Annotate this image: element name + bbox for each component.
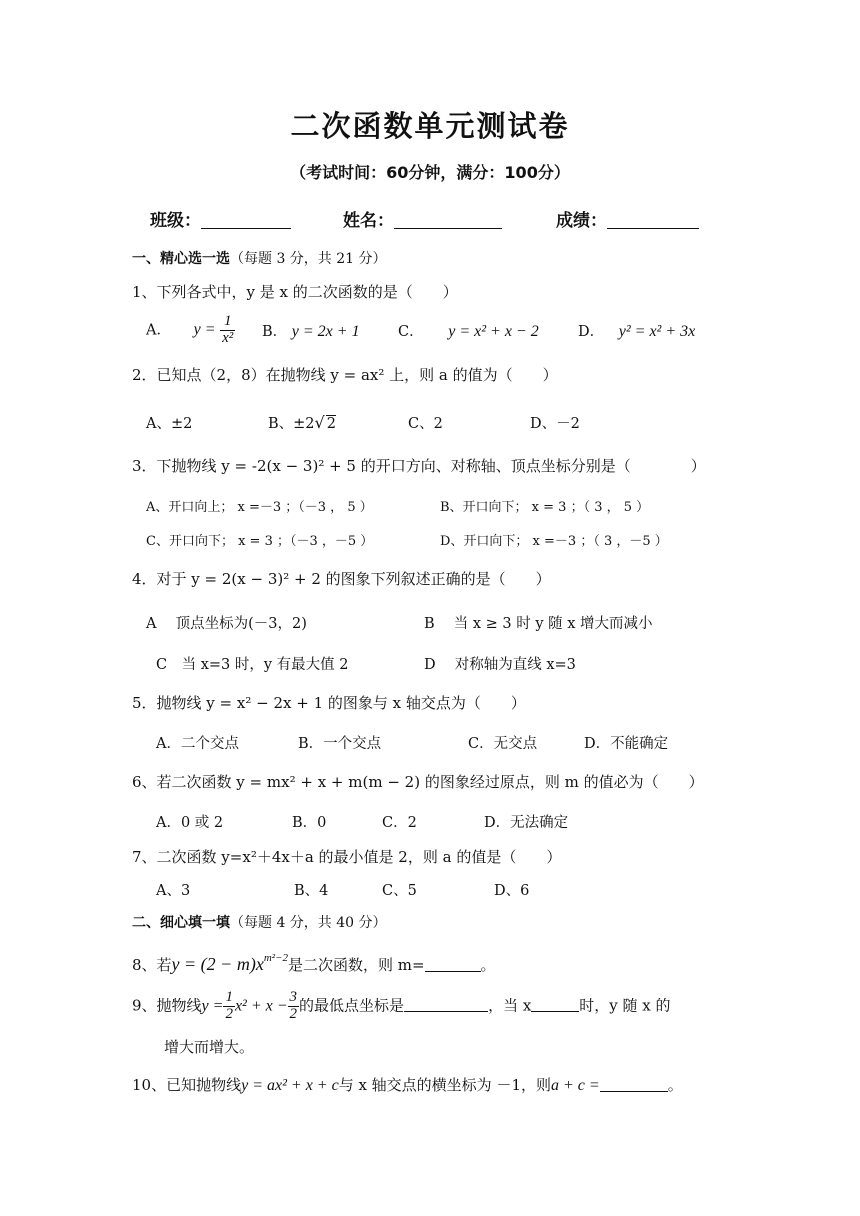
q10-expr-2: a + c = <box>551 1077 600 1094</box>
q10-end: 。 <box>667 1076 683 1094</box>
q1-a-num: 1 <box>220 314 235 331</box>
q6-option-d: D．无法确定 <box>484 815 569 831</box>
section2-note: （每题 4 分，共 40 分） <box>230 915 387 931</box>
q1-c-expr: y = x² + x − 2 <box>448 323 539 340</box>
q1-d-expr: y² = x² + 3x <box>618 323 696 340</box>
q1-b-label: B． <box>262 324 288 340</box>
q9-expr-y: y = <box>201 997 224 1015</box>
section1-title: 一、精心选一选 <box>132 251 230 267</box>
q1-a-fraction <box>220 314 235 347</box>
q2-option-a: A、±2 <box>146 416 193 432</box>
question-9 <box>132 990 671 1023</box>
q4-option-a: A 顶点坐标为(－3，2) <box>146 616 307 632</box>
q2-b-text: B、±2 <box>268 416 315 432</box>
section2-title: 二、细心填一填 <box>132 915 230 931</box>
q10-prefix: 10、已知抛物线 <box>132 1076 242 1094</box>
q8-exponent: m²−2 <box>263 952 288 964</box>
q8-text: 是二次函数，则 m= <box>287 956 425 974</box>
question-5: 5．抛物线 y = x² − 2x + 1 的图象与 x 轴交点为（ ） <box>132 694 526 712</box>
q8-expr: y = (2 − m)x <box>171 954 264 974</box>
q5-option-d: D．不能确定 <box>584 736 669 752</box>
q10-expr: y = ax² + x + c <box>241 1077 339 1094</box>
q4-option-c: C 当 x=3 时，y 有最大值 2 <box>156 657 349 673</box>
name-field <box>343 206 502 231</box>
q1-b-expr: y = 2x + 1 <box>291 323 360 340</box>
question-8 <box>132 952 496 975</box>
q9-f2-den: 2 <box>289 1005 298 1022</box>
name-blank[interactable] <box>394 210 502 229</box>
q6-option-b: B．0 <box>292 815 327 831</box>
page-title: 二次函数单元测试卷 <box>290 109 570 143</box>
class-field <box>150 206 291 231</box>
q2-option-d: D、－2 <box>530 416 580 432</box>
q9-f1-num: 1 <box>225 989 233 1005</box>
q5-option-b: B．一个交点 <box>298 736 382 752</box>
class-label: 班级： <box>150 211 201 231</box>
q9-text-3: 时，y 随 x 的 <box>579 996 671 1015</box>
question-7: 7、二次函数 y=x²＋4x＋a 的最小值是 2，则 a 的值是（ ） <box>132 848 562 866</box>
question-4: 4．对于 y = 2(x − 3)² + 2 的图象下列叙述正确的是（ ） <box>132 570 551 588</box>
score-label: 成绩： <box>556 211 607 231</box>
q10-text: 与 x 轴交点的横坐标为 －1，则 <box>338 1076 551 1094</box>
question-10 <box>132 1074 683 1095</box>
q3-option-c: C、开口向下； x = 3 ；（－3 ，－5 ） <box>146 534 374 549</box>
q3-option-d: D、开口向下； x =－3 ；（ 3 ，－5 ） <box>440 534 668 549</box>
q1-option-d <box>578 320 695 341</box>
q7-option-b: B、4 <box>294 883 329 899</box>
q1-option-a <box>146 314 235 347</box>
section1-note: （每题 3 分，共 21 分） <box>230 251 387 267</box>
q1-a-expr: y = <box>193 321 216 339</box>
q4-option-d: D 对称轴为直线 x=3 <box>424 657 576 673</box>
section2-heading <box>132 912 387 932</box>
q9-prefix: 9、抛物线 <box>132 996 202 1015</box>
q5-option-c: C．无交点 <box>468 736 538 752</box>
section1-heading <box>132 248 387 268</box>
q1-d-label: D． <box>578 324 605 340</box>
q1-a-den: x² <box>222 329 234 346</box>
q7-option-c: C、5 <box>382 883 417 899</box>
q6-option-c: C．2 <box>382 815 417 831</box>
q7-option-a: A、3 <box>156 883 191 899</box>
q1-c-label: C． <box>398 324 424 340</box>
q9-text-2: ，当 x <box>488 996 532 1015</box>
question-1: 1、下列各式中，y 是 x 的二次函数的是（ ） <box>132 283 458 301</box>
score-field <box>556 206 699 231</box>
q7-option-d: D、6 <box>494 883 530 899</box>
question-2: 2．已知点（2，8）在抛物线 y = ax² 上，则 a 的值为（ ） <box>132 366 558 384</box>
q8-end: 。 <box>480 956 496 974</box>
q3-option-a: A、开口向上； x =－3 ；（－3 ， 5 ） <box>146 500 373 515</box>
q2-option-b: B、±2√ 2 <box>268 413 336 432</box>
question-9-line-2: 增大而增大。 <box>164 1038 255 1056</box>
q9-f1-den: 2 <box>225 1005 233 1022</box>
q9-text: 的最低点坐标是 <box>299 996 405 1015</box>
q2-option-c: C、2 <box>408 416 443 432</box>
question-3: 3．下抛物线 y = -2(x − 3)² + 5 的开口方向、对称轴、顶点坐标分别是（ ） <box>132 457 706 475</box>
q9-answer-blank-1[interactable] <box>404 997 488 1012</box>
q4-option-b: B 当 x ≥ 3 时 y 随 x 增大而减小 <box>424 616 653 632</box>
q9-expr-mid: x² + x − <box>234 997 288 1015</box>
q8-answer-blank[interactable] <box>425 957 481 972</box>
q1-option-b <box>262 320 360 341</box>
q1-a-label: A． <box>146 322 171 339</box>
q9-answer-blank-2[interactable] <box>531 997 579 1012</box>
q5-option-a: A．二个交点 <box>156 736 239 752</box>
q10-answer-blank[interactable] <box>600 1077 668 1092</box>
q8-prefix: 8、若 <box>132 956 172 974</box>
q9-fraction-1 <box>223 990 235 1023</box>
q9-fraction-2 <box>288 990 300 1023</box>
q6-option-a: A．0 或 2 <box>156 815 224 831</box>
name-label: 姓名： <box>343 211 394 231</box>
question-6: 6、若二次函数 y = mx² + x + m(m − 2) 的图象经过原点，则 m 的值必为（ ） <box>132 773 704 791</box>
q1-option-c <box>398 320 539 341</box>
q9-f2-num: 3 <box>289 989 298 1005</box>
q3-option-b: B、开口向下； x = 3 ；（ 3 ， 5 ） <box>440 500 650 515</box>
q2-b-radicand: 2 <box>326 416 336 432</box>
class-blank[interactable] <box>201 210 291 229</box>
exam-subtitle: （考试时间：60分钟，满分：100分） <box>290 163 570 182</box>
score-blank[interactable] <box>607 210 699 229</box>
